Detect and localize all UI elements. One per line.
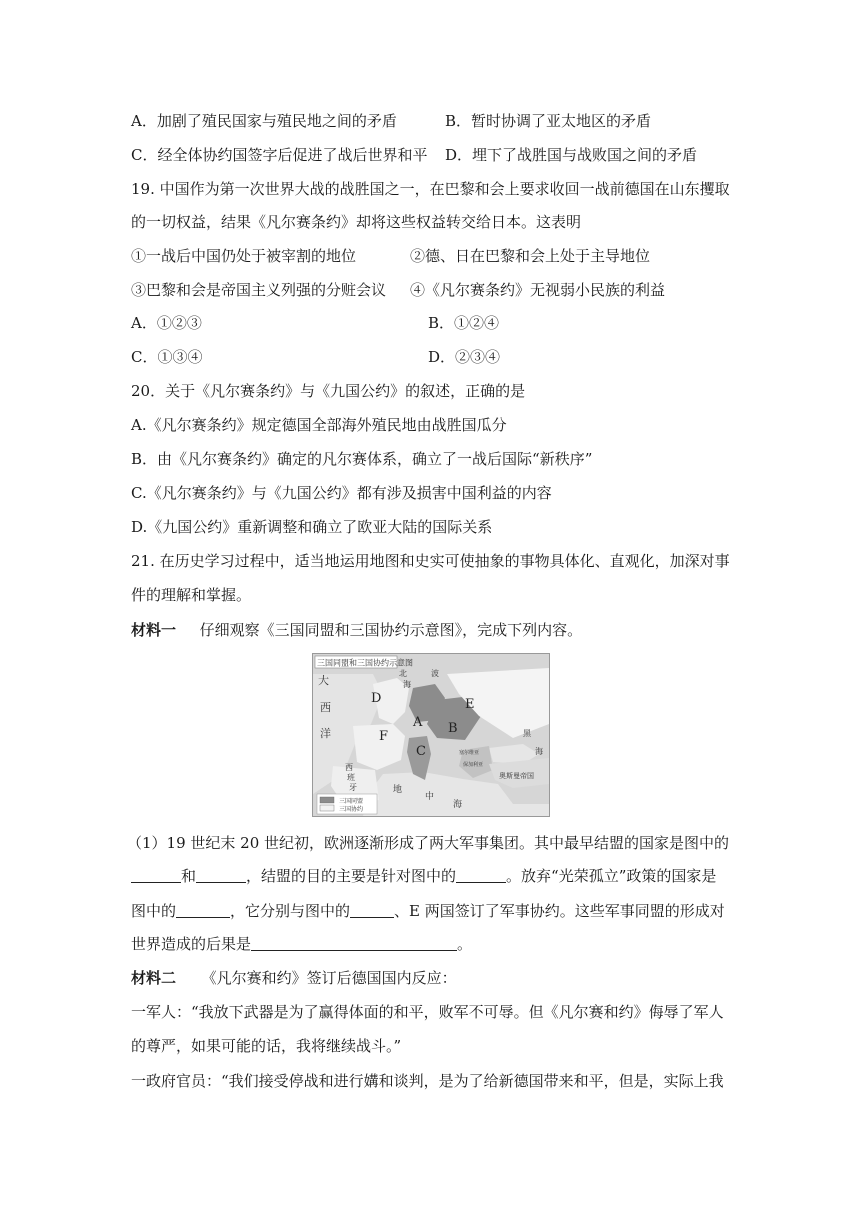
part1-text: ，它分别与图中的 — [230, 902, 351, 920]
material1-text: 仔细观察《三国同盟和三国协约示意图》，完成下列内容。 — [199, 621, 583, 639]
answer-blank-3[interactable] — [456, 866, 506, 883]
q21-stem-line1: 21. 在历史学习过程中，适当地运用地图和史实可使抽象的事物具体化、直观化，加深对事 — [131, 552, 730, 570]
q19-item-2: ②德、日在巴黎和会上处于主导地位 — [410, 247, 651, 265]
map-label: 保加利亚 — [463, 762, 484, 768]
map-label: 中 — [425, 792, 435, 802]
part1-line3 — [131, 901, 725, 921]
q19-stem-line1: 19. 中国作为第一次世界大战的战胜国之一，在巴黎和会上要求收回一战前德国在山东攫取 — [131, 180, 730, 198]
q18-option-b: B．暂时协调了亚太地区的矛盾 — [445, 112, 652, 130]
map-label-b: B — [448, 721, 458, 736]
q18-option-d: D．埋下了战胜国与战败国之间的矛盾 — [445, 146, 698, 164]
q20-stem: 20．关于《凡尔赛条约》与《九国公约》的叙述，正确的是 — [131, 382, 526, 400]
answer-blank-5[interactable] — [350, 901, 394, 918]
map-label: 洋 — [320, 727, 331, 740]
part1-text: 图中的 — [131, 902, 177, 920]
q20-option-d: D.《九国公约》重新调整和确立了欧亚大陆的国际关系 — [131, 518, 493, 536]
map-label: 大 — [318, 674, 329, 687]
q20-option-a: A.《凡尔赛条约》规定德国全部海外殖民地由战胜国瓜分 — [131, 416, 507, 434]
part1-text: ，结盟的目的主要是针对图中的 — [246, 867, 457, 885]
part1-text: 、E 两国签订了军事协约。这些军事同盟的形成对 — [394, 902, 725, 920]
part1-text: 。 — [457, 935, 473, 953]
answer-blank-4[interactable] — [176, 901, 230, 918]
material1-paragraph — [131, 620, 582, 640]
answer-blank-1[interactable] — [131, 866, 181, 883]
part1-text: 世界造成的后果是 — [131, 935, 252, 953]
legend-swatch-entente — [320, 805, 334, 811]
map-label-f: F — [379, 729, 389, 744]
soldier-quote-line1: 一军人：“我放下武器是为了赢得体面的和平，败军不可辱。但《凡尔赛和约》侮辱了军人 — [131, 1003, 724, 1021]
soldier-quote-line2: 的尊严，如果可能的话，我将继续战斗。” — [131, 1037, 402, 1055]
part1-line2 — [131, 866, 716, 886]
q20-option-c: C.《凡尔赛条约》与《九国公约》都有涉及损害中国利益的内容 — [131, 484, 552, 502]
legend-swatch-alliance — [320, 797, 334, 803]
map-label: 黑 — [523, 729, 531, 738]
map-label: 海 — [453, 800, 463, 810]
legend-entente-label: 三国协约 — [339, 806, 364, 813]
part1-line4 — [131, 934, 472, 954]
part1-line1: （1）19 世纪末 20 世纪初，欧洲逐渐形成了两大军事集团。其中最早结盟的国家是图中的 — [127, 834, 730, 852]
map-label: 地 — [393, 785, 403, 795]
map-label: 牙 — [349, 783, 357, 792]
alliance-map-figure — [312, 653, 550, 817]
material2-text: 《凡尔赛和约》签订后德国国内反应： — [201, 969, 457, 987]
material2-label: 材料二 — [131, 969, 177, 987]
answer-blank-2[interactable] — [196, 866, 246, 883]
map-label-a: A — [413, 715, 423, 730]
map-label: 班 — [347, 773, 355, 782]
answer-blank-6[interactable] — [251, 934, 457, 951]
q21-stem-line2: 件的理解和掌握。 — [131, 586, 252, 604]
official-quote-line1: 一政府官员：“我们接受停战和进行媾和谈判，是为了给新德国带来和平，但是，实际上我 — [131, 1072, 724, 1090]
q19-item-3: ③巴黎和会是帝国主义列强的分赃会议 — [131, 281, 387, 299]
map-label-c: C — [416, 744, 426, 759]
q19-item-4: ④《凡尔赛条约》无视弱小民族的利益 — [410, 281, 666, 299]
q18-option-a: A．加剧了殖民国家与殖民地之间的矛盾 — [131, 112, 397, 130]
map-label-d: D — [371, 691, 382, 706]
map-label-e: E — [465, 697, 475, 712]
part1-text: 和 — [181, 867, 197, 885]
part1-text: 。放弃“光荣孤立”政策的国家是 — [506, 867, 717, 885]
map-label: 海 — [403, 680, 411, 689]
q20-option-b: B．由《凡尔赛条约》确定的凡尔赛体系，确立了一战后国际“新秩序” — [131, 450, 593, 468]
material2-paragraph — [131, 968, 457, 988]
map-label: 奥斯曼帝国 — [499, 772, 534, 780]
q19-option-c: C．①③④ — [131, 348, 203, 366]
map-label: 波 — [431, 669, 439, 678]
material1-label: 材料一 — [131, 621, 177, 639]
q18-option-c: C．经全体协约国签字后促进了战后世界和平 — [131, 146, 428, 164]
q19-stem-line2: 的一切权益，结果《凡尔赛条约》却将这些权益转交给日本。这表明 — [131, 213, 582, 231]
map-label: 西 — [320, 701, 331, 714]
map-label: 北 — [399, 669, 407, 678]
q19-option-b: B．①②④ — [428, 314, 500, 332]
legend-alliance-label: 三国同盟 — [339, 798, 364, 805]
map-label: 塞尔维亚 — [459, 750, 480, 756]
map-title: 三国同盟和三国协约示意图 — [317, 658, 413, 668]
map-label: 西 — [345, 763, 353, 772]
q19-option-d: D．②③④ — [428, 348, 501, 366]
q19-item-1: ①一战后中国仍处于被宰割的地位 — [131, 247, 357, 265]
alliance-map — [313, 654, 549, 816]
map-label: 海 — [535, 747, 543, 756]
q19-option-a: A．①②③ — [131, 314, 202, 332]
